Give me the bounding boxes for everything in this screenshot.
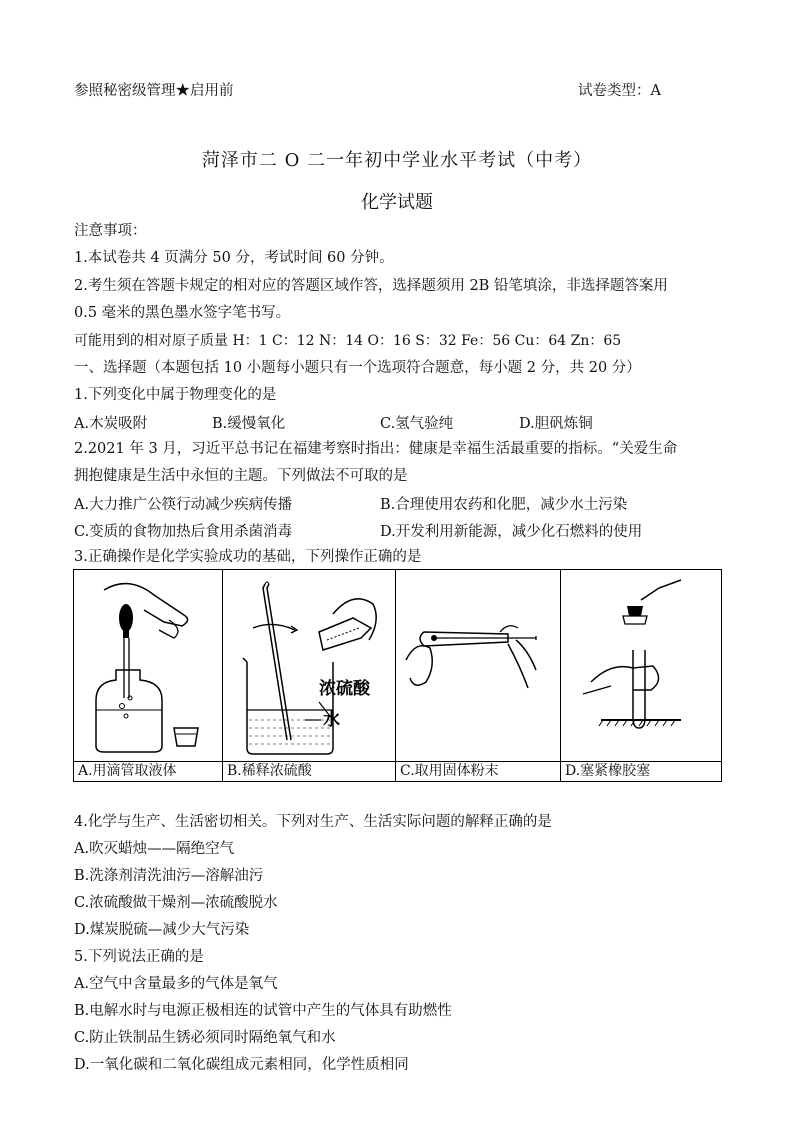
q4-option-d: D.煤炭脱硫—减少大气污染 <box>74 922 250 938</box>
exam-title: 菏泽市二 O 二一年初中学业水平考试（中考） <box>201 150 593 171</box>
test-tube-powder-drawing <box>396 570 560 761</box>
q4-option-a: A.吹灭蜡烛——隔绝空气 <box>74 841 235 857</box>
note-1: 1.本试卷共 4 页满分 50 分，考试时间 60 分钟。 <box>74 250 394 266</box>
q3-figure-table <box>73 569 722 782</box>
q3-figure-b <box>223 570 396 762</box>
q2-option-b: B.合理使用农药和化肥，减少水土污染 <box>380 497 628 513</box>
q1-stem: 1.下列变化中属于物理变化的是 <box>74 387 277 403</box>
q5-option-a: A.空气中含量最多的气体是氧气 <box>74 976 278 992</box>
header-right: 试卷类型：A <box>578 83 661 99</box>
subject-title: 化学试题 <box>361 192 433 213</box>
note-2b: 0.5 毫米的黑色墨水签字笔书写。 <box>74 305 291 321</box>
dropper-bottle-drawing <box>74 570 222 761</box>
note-2a: 2.考生须在答题卡规定的相对应的答题区域作答，选择题须用 2B 铅笔填涂，非选择题答案用 <box>74 278 668 294</box>
q3-figure-d <box>561 570 722 762</box>
q2-stem-line1: 2.2021 年 3 月，习近平总书记在福建考察时指出：健康是幸福生活最重要的指标。“关爱生命 <box>74 441 678 457</box>
q4-stem: 4.化学与生产、生活密切相关。下列对生产、生活实际问题的解释正确的是 <box>74 814 552 830</box>
q1-option-d: D.胆矾炼铜 <box>519 416 593 432</box>
q1-option-c: C.氢气验纯 <box>380 416 454 432</box>
q3-caption-b: B.稀释浓硫酸 <box>223 762 396 782</box>
q2-option-d: D.开发利用新能源，减少化石燃料的使用 <box>380 524 643 540</box>
q3-caption-d: D.塞紧橡胶塞 <box>561 762 722 782</box>
label-concentrated-acid: 浓硫酸 <box>319 679 370 699</box>
q3-figure-a <box>74 570 223 762</box>
section-heading: 一、选择题（本题包括 10 小题每小题只有一个选项符合题意，每小题 2 分，共 20 分） <box>74 360 641 376</box>
q5-option-c: C.防止铁制品生锈必须同时隔绝氧气和水 <box>74 1030 336 1046</box>
q1-option-a: A.木炭吸附 <box>74 416 148 432</box>
q2-option-a: A.大力推广公筷行动减少疾病传播 <box>74 497 293 513</box>
q1-option-b: B.缓慢氧化 <box>212 416 286 432</box>
q4-option-c: C.浓硫酸做干燥剂—浓硫酸脱水 <box>74 895 278 911</box>
q3-stem: 3.正确操作是化学实验成功的基础，下列操作正确的是 <box>74 549 422 565</box>
notes-heading: 注意事项： <box>74 223 147 239</box>
q2-stem-line2: 拥抱健康是生活中永恒的主题。下列做法不可取的是 <box>74 468 408 484</box>
stopper-test-tube-drawing <box>561 570 721 761</box>
beaker-dilution-drawing <box>223 570 395 761</box>
q5-stem: 5.下列说法正确的是 <box>74 949 204 965</box>
q4-option-b: B.洗涤剂清洗油污—溶解油污 <box>74 868 264 884</box>
label-water: 水 <box>323 710 340 730</box>
q5-option-d: D.一氧化碳和二氧化碳组成元素相同，化学性质相同 <box>74 1057 409 1073</box>
q3-figure-c <box>396 570 561 762</box>
q3-caption-a: A.用滴管取液体 <box>74 762 223 782</box>
q2-option-c: C.变质的食物加热后食用杀菌消毒 <box>74 524 293 540</box>
header-left: 参照秘密级管理★启用前 <box>74 83 234 99</box>
q3-caption-c: C.取用固体粉末 <box>396 762 561 782</box>
atomic-masses: 可能用到的相对原子质量 H：1 C：12 N：14 O：16 S：32 Fe：56 Cu：64 Zn：65 <box>74 333 622 349</box>
q5-option-b: B.电解水时与电源正极相连的试管中产生的气体具有助燃性 <box>74 1003 452 1019</box>
